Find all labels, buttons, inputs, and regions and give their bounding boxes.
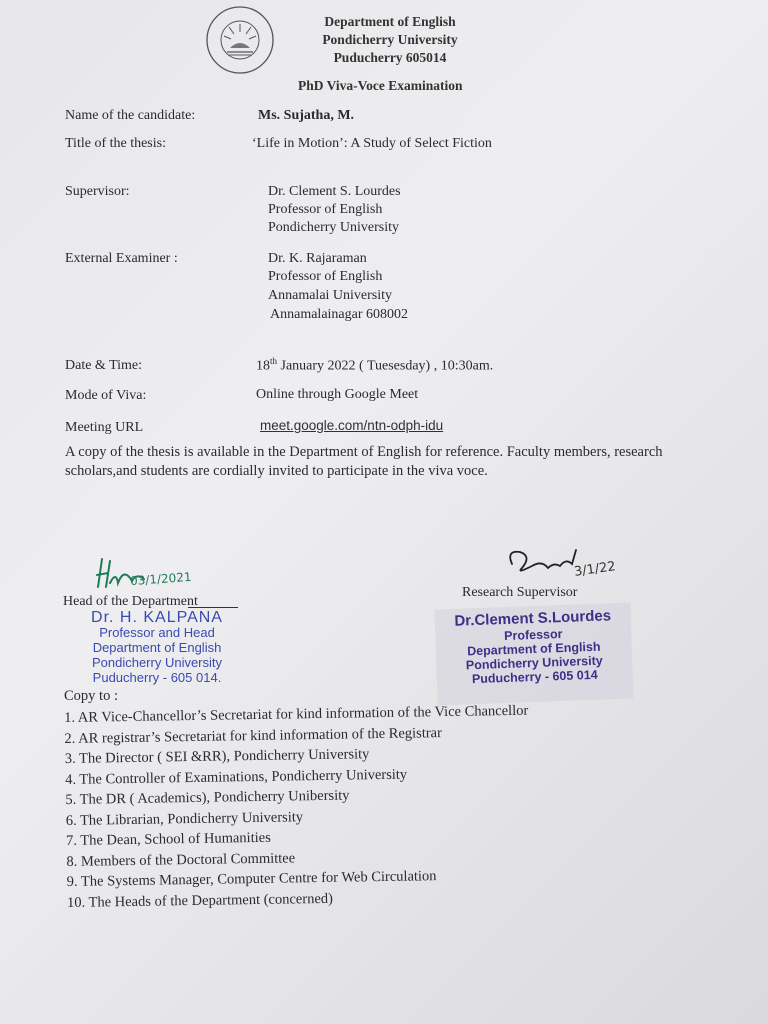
hod-stamp-line: Pondicherry University (91, 655, 223, 670)
candidate-label: Name of the candidate: (65, 108, 196, 123)
list-item: 7. The Dean, School of Humanities (65, 829, 271, 849)
copy-to-heading: Copy to : (64, 688, 118, 704)
department-name: Department of English (324, 14, 456, 29)
mode-label: Mode of Viva: (65, 388, 147, 403)
university-seal (200, 4, 280, 76)
list-item: 8. Members of the Doctoral Committee (66, 849, 296, 870)
supervisor-role: Research Supervisor (462, 585, 578, 600)
supervisor-stamp-line: Pondicherry University (465, 653, 603, 673)
list-item: 5. The DR ( Academics), Pondicherry Unibersity (65, 787, 350, 808)
meeting-url-link[interactable]: meet.google.com/ntn-odph-idu (260, 418, 444, 433)
hod-stamp-line: Department of English (92, 640, 222, 655)
url-label: Meeting URL (65, 420, 144, 435)
hod-stamp-line: Professor and Head (99, 625, 215, 640)
hod-role-underline (188, 607, 238, 608)
candidate-value: Ms. Sujatha, M. (258, 108, 355, 123)
supervisor-stamp-name: Dr.Clement S.Lourdes (454, 607, 612, 630)
examiner-line: Annamalainagar 608002 (270, 307, 409, 322)
supervisor-stamp-line: Professor (503, 626, 563, 644)
datetime-label: Date & Time: (65, 358, 143, 373)
hod-role: Head of the Department (63, 594, 198, 609)
supervisor-line: Professor of English (268, 202, 383, 217)
list-item: 4. The Controller of Examinations, Pondicherry University (64, 766, 408, 788)
notice-paragraph: A copy of the thesis is available in the Department of English for reference. Faculty members, research scholars,and students are cordially invited to participate in the viva voce. (65, 444, 663, 479)
hod-stamp-line: Puducherry - 605 014. (92, 670, 222, 685)
list-item: 6. The Librarian, Pondicherry University (65, 808, 304, 829)
list-item: 10. The Heads of the Department (concerned) (66, 890, 334, 911)
supervisor-line: Dr. Clement S. Lourdes (268, 184, 401, 199)
copy-to-list (64, 701, 531, 913)
supervisor-line: Pondicherry University (268, 220, 400, 235)
thesis-label: Title of the thesis: (65, 136, 166, 151)
list-item: 3. The Director ( SEI &RR), Pondicherry University (64, 746, 370, 767)
hod-stamp (62, 610, 252, 685)
examiner-line: Dr. K. Rajaraman (268, 251, 367, 266)
mode-value: Online through Google Meet (256, 387, 419, 402)
hod-signature-date: 03/1/2021 (129, 569, 192, 589)
examiner-label: External Examiner : (65, 251, 178, 266)
supervisor-signature-date: 3/1/22 (573, 559, 617, 580)
list-item: 9. The Systems Manager, Computer Centre for Web Circulation (66, 868, 437, 890)
supervisor-stamp-line: Puducherry - 605 014 (471, 667, 598, 687)
examiner-line: Annamalai University (268, 288, 393, 303)
list-item: 2. AR registrar’s Secretariat for kind information of the Registrar (64, 724, 442, 747)
examiner-line: Professor of English (268, 269, 383, 284)
list-item: 1. AR Vice-Chancellor’s Secretariat for kind information of the Vice Chancellor (64, 702, 529, 726)
university-name: Pondicherry University (322, 32, 458, 47)
university-address: Puducherry 605014 (333, 50, 447, 65)
supervisor-label: Supervisor: (65, 184, 130, 199)
hod-stamp-name: Dr. H. KALPANA (91, 609, 223, 626)
supervisor-stamp (434, 603, 633, 706)
datetime-value: 18th January 2022 ( Tuesesday) , 10:30am. (256, 356, 494, 374)
thesis-value: ‘Life in Motion’: A Study of Select Fiction (252, 136, 492, 151)
supervisor-stamp-line: Department of English (466, 639, 601, 659)
exam-title: PhD Viva-Voce Examination (298, 78, 463, 93)
